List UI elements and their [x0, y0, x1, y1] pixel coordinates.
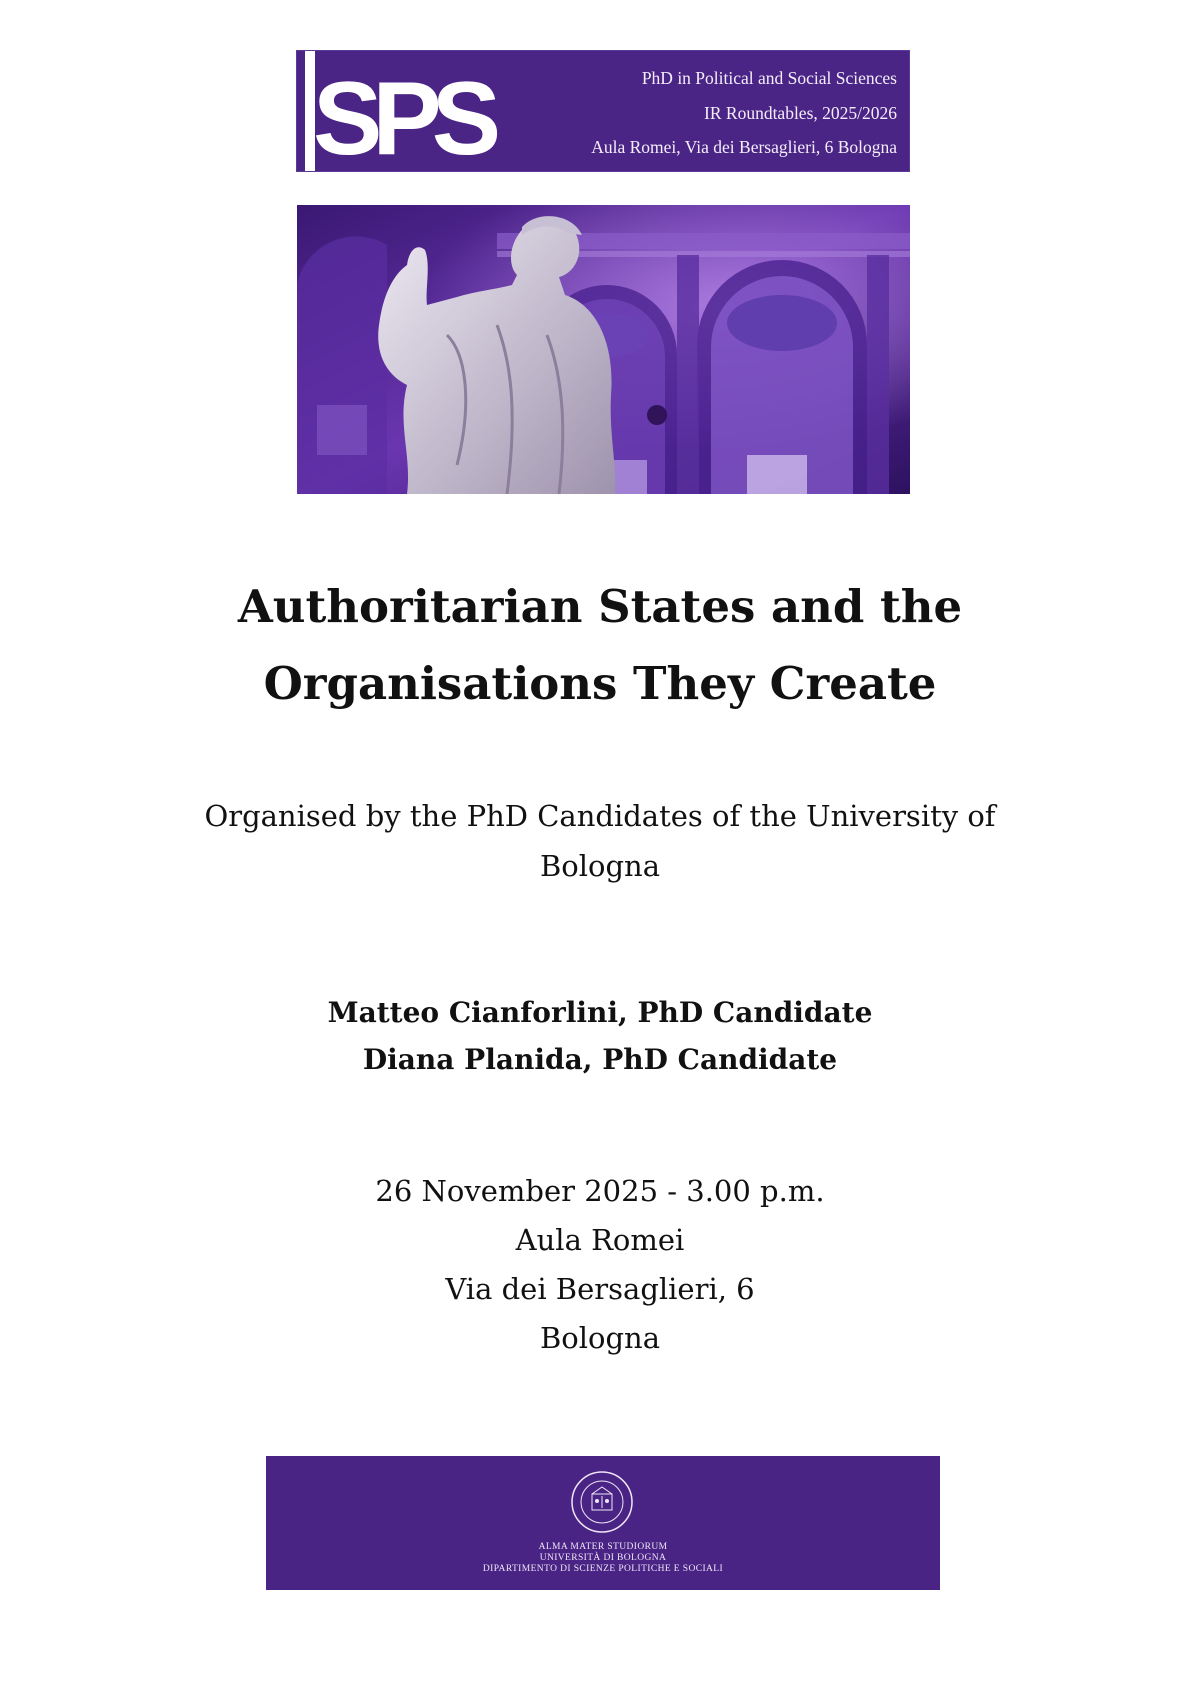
- organiser-line-1: Organised by the PhD Candidates of the University of: [204, 799, 996, 833]
- event-city: Bologna: [539, 1321, 661, 1355]
- event-datetime: 26 November 2025 - 3.00 p.m.: [375, 1174, 825, 1208]
- footer-banner: [266, 1456, 940, 1590]
- sps-logo: [305, 51, 505, 171]
- footer-line-2: UNIVERSITÀ DI BOLOGNA: [539, 1553, 667, 1563]
- header-info: [591, 61, 897, 165]
- title-line-2: Organisations They Create: [263, 657, 937, 710]
- event-room: Aula Romei: [515, 1223, 685, 1257]
- organiser-line-2: Bologna: [539, 849, 661, 883]
- hero-image: [297, 205, 910, 494]
- title-line-1: Authoritarian States and the: [237, 580, 963, 633]
- svg-text:SPS: SPS: [313, 61, 492, 171]
- organiser-text: [0, 791, 1200, 891]
- footer-line-3: DIPARTIMENTO DI SCIENZE POLITICHE E SOCIALI: [482, 1564, 724, 1574]
- footer-line-1: ALMA MATER STUDIORUM: [538, 1542, 668, 1552]
- header-banner: [296, 50, 910, 172]
- event-street: Via dei Bersaglieri, 6: [445, 1272, 755, 1306]
- series-name: IR Roundtables, 2025/2026: [704, 102, 897, 123]
- program-name: PhD in Political and Social Sciences: [641, 68, 897, 88]
- speaker-2: Diana Planida, PhD Candidate: [362, 1043, 838, 1076]
- speaker-1: Matteo Cianforlini, PhD Candidate: [327, 996, 873, 1029]
- speakers-list: [0, 989, 1200, 1083]
- venue-line: Aula Romei, Via dei Bersaglieri, 6 Bologna: [591, 137, 897, 157]
- event-title: [0, 568, 1200, 722]
- university-seal-icon: [570, 1470, 634, 1534]
- event-details: [0, 1167, 1200, 1363]
- athena-statue-icon: [297, 205, 910, 494]
- footer-text: [266, 1542, 940, 1575]
